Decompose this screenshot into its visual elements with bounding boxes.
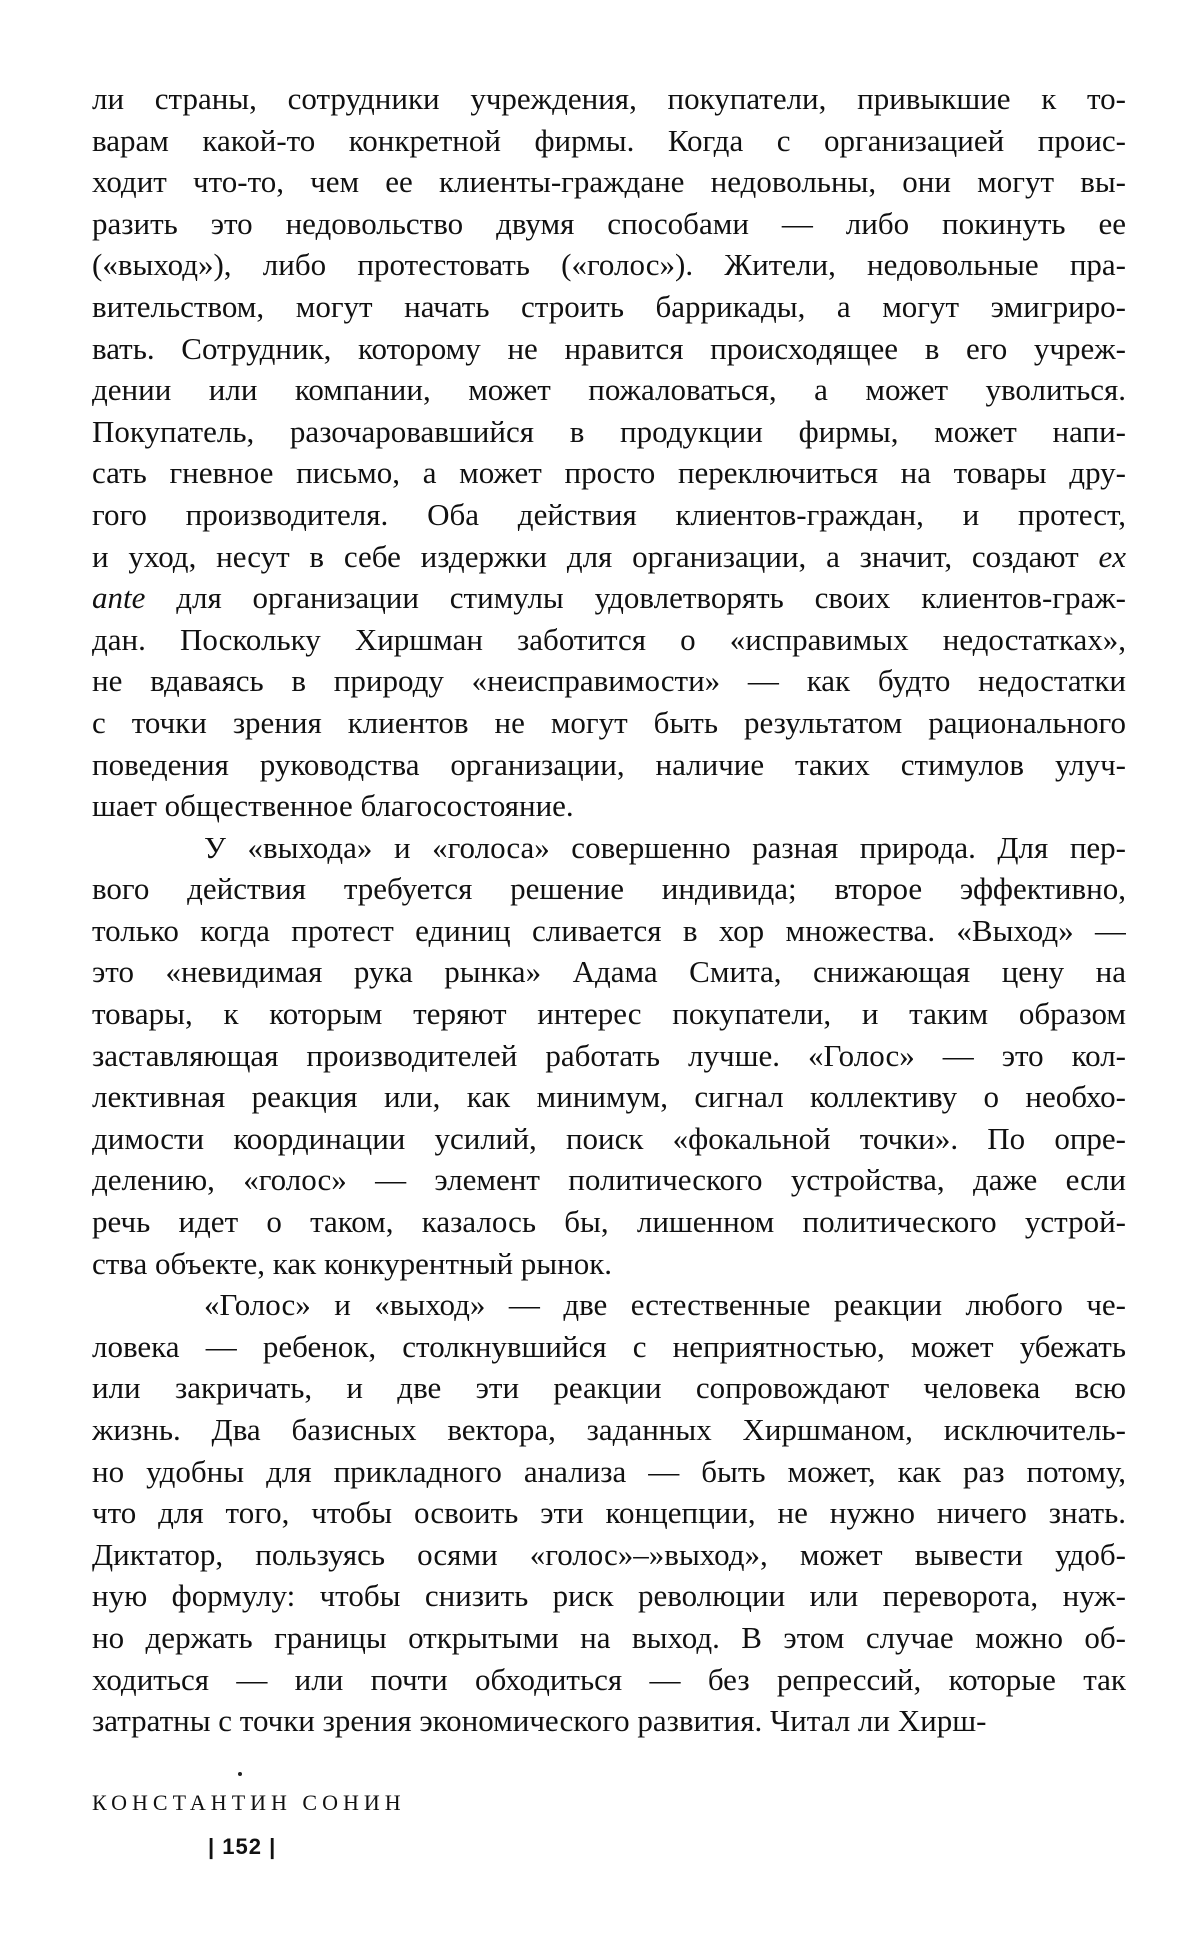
footer-dot: [238, 1772, 242, 1776]
text-line: не вдаваясь в природу «неисправимости» — как будто недостатки: [92, 663, 1126, 699]
text-line: с точки зрения клиентов не могут быть результатом рационального: [92, 704, 1126, 740]
text-line: У «выхода» и «голоса» совершенно разная природа. Для пер-: [204, 829, 1126, 865]
text-line: ли страны, сотрудники учреждения, покупатели, привыкшие к то-: [92, 81, 1126, 116]
text-line: но держать границы открытыми на выход. В этом случае можно об-: [92, 1619, 1126, 1655]
text-line: заставляющая производителей работать лучше. «Голос» — это кол-: [92, 1037, 1126, 1073]
text-line: разить это недовольство двумя способами — либо покинуть ее: [92, 205, 1126, 241]
text-line: варам какой-то конкретной фирмы. Когда с организацией проис-: [92, 122, 1126, 158]
text-line: вого действия требуется решение индивида; второе эффективно,: [92, 871, 1126, 907]
text-line: ловека — ребенок, столкнувшийся с неприятностью, может убежать: [92, 1328, 1126, 1364]
body-text: [92, 78, 1126, 1742]
text-line: что для того, чтобы освоить эти концепции, не нужно ничего знать.: [92, 1495, 1126, 1531]
paragraph: [92, 827, 1126, 1285]
text-line: шает общественное благосостояние.: [92, 788, 574, 824]
text-line: («выход»), либо протестовать («голос»). Жители, недовольные пра-: [92, 247, 1126, 283]
text-line: товары, к которым теряют интерес покупатели, и таким образом: [92, 996, 1126, 1032]
text-line: и уход, несут в себе издержки для организации, а значит, создают ex: [92, 538, 1126, 574]
text-line: Диктатор, пользуясь осями «голос»–»выход», может вывести удоб-: [92, 1536, 1126, 1572]
text-line: вать. Сотрудник, которому не нравится происходящее в его учреж-: [92, 330, 1126, 366]
text-line: ante для организации стимулы удовлетворять своих клиентов-граж-: [92, 580, 1126, 616]
text-line: гого производителя. Оба действия клиентов-граждан, и протест,: [92, 496, 1126, 532]
text-line: затратны с точки зрения экономического развития. Читал ли Хирш-: [92, 1703, 987, 1739]
paragraph: [92, 78, 1126, 827]
text-line: дан. Поскольку Хиршман заботится о «исправимых недостатках»,: [92, 621, 1126, 657]
text-line: жизнь. Два базисных вектора, заданных Хиршманом, исключитель-: [92, 1412, 1126, 1447]
text-line: речь идет о таком, казалось бы, лишенном политического устрой-: [92, 1204, 1126, 1240]
text-line: только когда протест единиц сливается в хор множества. «Выход» —: [92, 912, 1126, 948]
paragraph: [92, 1284, 1126, 1742]
text-line: но удобны для прикладного анализа — быть может, как раз потому,: [92, 1453, 1126, 1489]
text-line: димости координации усилий, поиск «фокальной точки». По опре-: [92, 1120, 1126, 1156]
text-line: лективная реакция или, как минимум, сигнал коллективу о необхо-: [92, 1079, 1126, 1115]
page-number: | 152 |: [208, 1834, 277, 1859]
text-line: поведения руководства организации, наличие таких стимулов улуч-: [92, 746, 1126, 782]
text-line: «Голос» и «выход» — две естественные реакции любого че-: [204, 1287, 1126, 1323]
running-author: КОНСТАНТИН СОНИН: [92, 1790, 406, 1815]
text-line: или закричать, и две эти реакции сопровождают человека всю: [92, 1370, 1126, 1406]
text-line: делению, «голос» — элемент политического устройства, даже если: [92, 1162, 1126, 1198]
text-line: ную формулу: чтобы снизить риск революции или переворота, нуж-: [92, 1578, 1126, 1614]
text-line: ходиться — или почти обходиться — без репрессий, которые так: [92, 1661, 1126, 1697]
text-line: ства объекте, как конкурентный рынок.: [92, 1245, 613, 1281]
text-line: вительством, могут начать строить баррикады, а могут эмигриро-: [92, 288, 1126, 324]
text-line: дении или компании, может пожаловаться, а может уволиться.: [92, 372, 1126, 408]
text-line: ходит что-то, чем ее клиенты-граждане недовольны, они могут вы-: [92, 164, 1126, 200]
text-line: сать гневное письмо, а может просто переключиться на товары дру-: [92, 455, 1126, 491]
text-line: это «невидимая рука рынка» Адама Смита, снижающая цену на: [92, 954, 1126, 990]
text-line: Покупатель, разочаровавшийся в продукции фирмы, может напи-: [92, 413, 1126, 449]
